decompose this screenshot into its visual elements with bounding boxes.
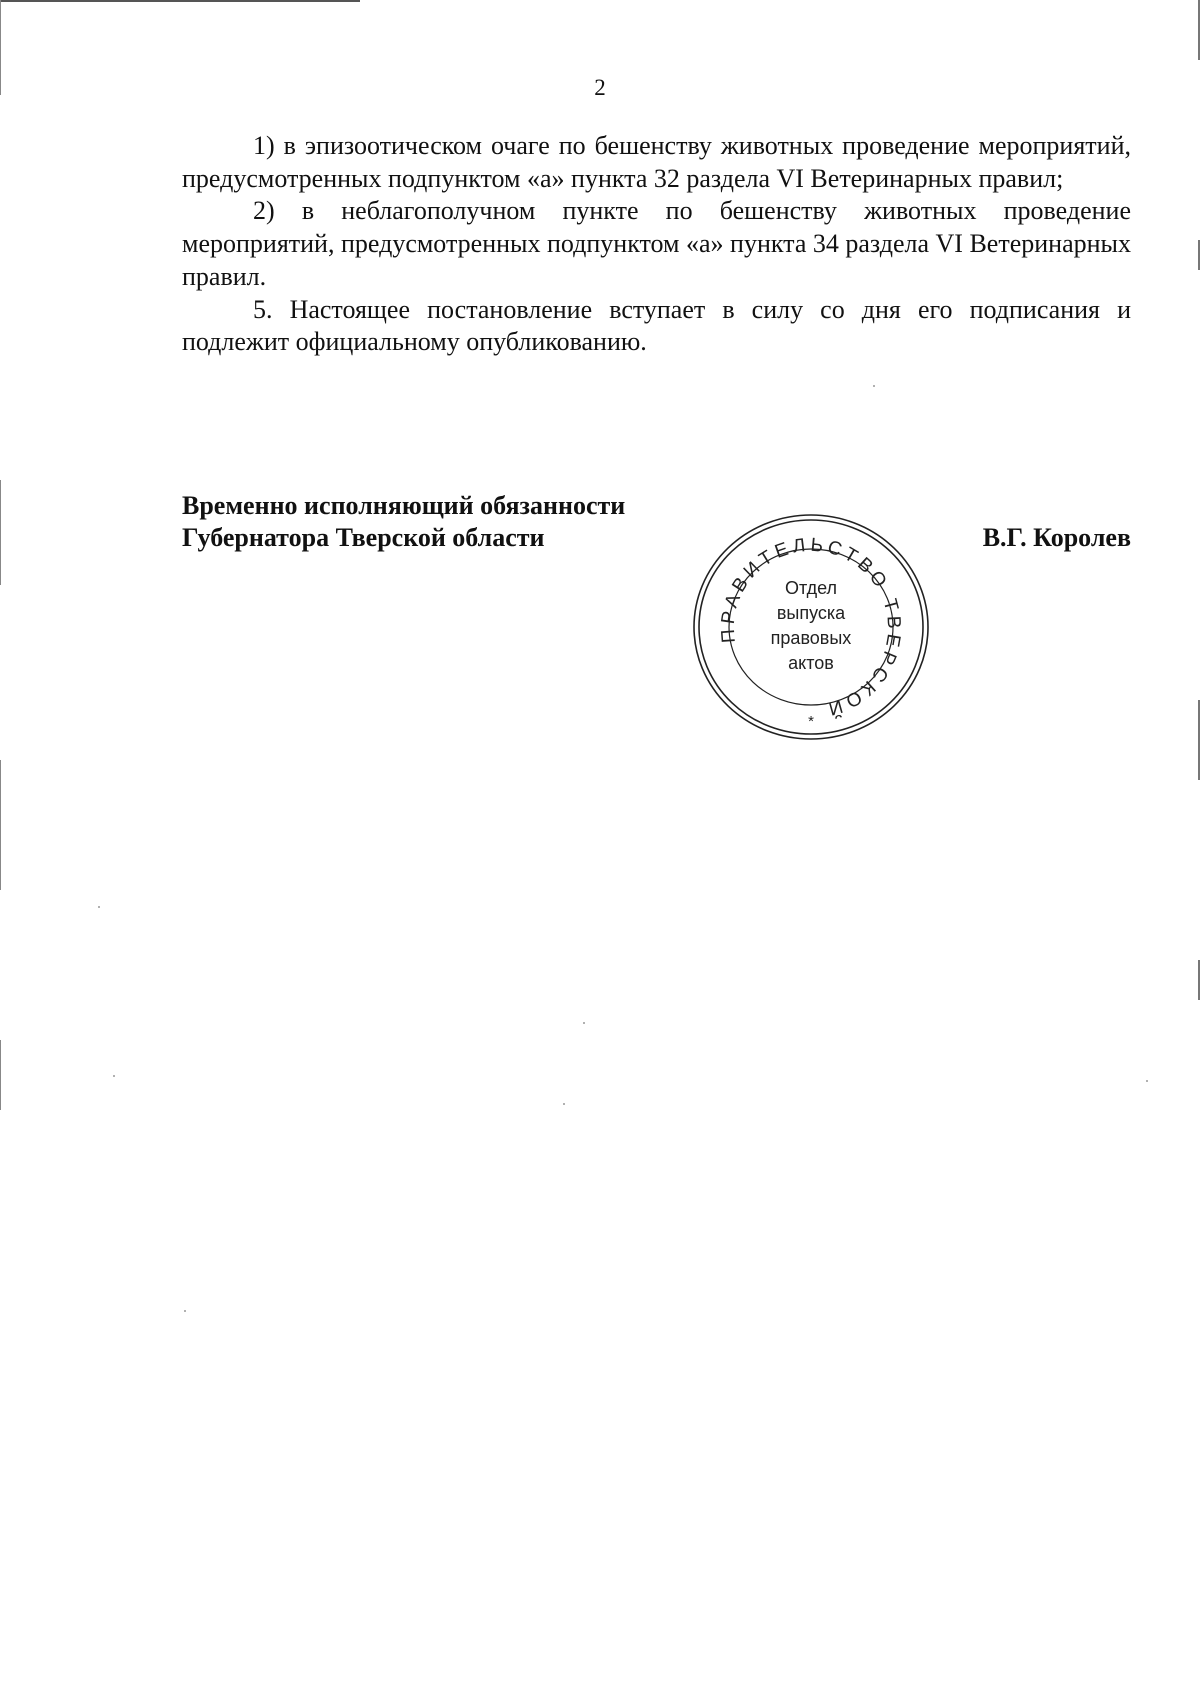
paragraph-item-2: 2) в неблагополучном пункте по бешенству животных проведение мероприятий, предусмотренных подпунктом «а» пункта 34 раздела VI Ветеринарных правил. — [182, 196, 1131, 291]
seal-inner-line: выпуска — [776, 603, 846, 623]
seal-inner-line: правовых — [770, 628, 852, 648]
paragraph-clause-5: 5. Настоящее постановление вступает в силу со дня его подписания и подлежит официальному опубликованию. — [182, 294, 1131, 357]
signatory-position-line-2: Губернатора Тверской области — [182, 523, 545, 552]
seal-star: * — [808, 713, 814, 730]
signatory-name: В.Г. Королев — [982, 523, 1131, 552]
scan-speck — [563, 1103, 565, 1105]
scan-border-left — [0, 1040, 1, 1110]
seal-inner-line: Отдел — [784, 578, 838, 598]
signatory-position-line-1: Временно исполняющий обязанности — [182, 491, 626, 520]
document-body — [182, 130, 1131, 359]
scan-speck — [98, 906, 100, 908]
page-number: 2 — [594, 75, 606, 100]
paragraph-item-1: 1) в эпизоотическом очаге по бешенству животных проведение мероприятий, предусмотренных подпунктом «а» пункта 32 раздела VI Ветеринарных правил; — [182, 131, 1131, 193]
scan-speck — [1146, 1080, 1148, 1082]
scan-speck — [873, 385, 875, 387]
official-seal — [688, 510, 934, 744]
scan-speck — [113, 1075, 115, 1077]
scan-speck — [184, 1310, 186, 1312]
scan-border-left — [0, 760, 1, 890]
scan-speck — [583, 1022, 585, 1024]
seal-ring-text: ПРАВИТЕЛЬСТВО ТВЕРСКОЙ — [717, 534, 905, 720]
signatory-position — [182, 490, 625, 554]
scan-border-left — [0, 480, 1, 585]
seal-inner-text — [688, 576, 934, 676]
seal-inner-line: актов — [788, 653, 834, 673]
scan-border-top — [0, 0, 360, 2]
